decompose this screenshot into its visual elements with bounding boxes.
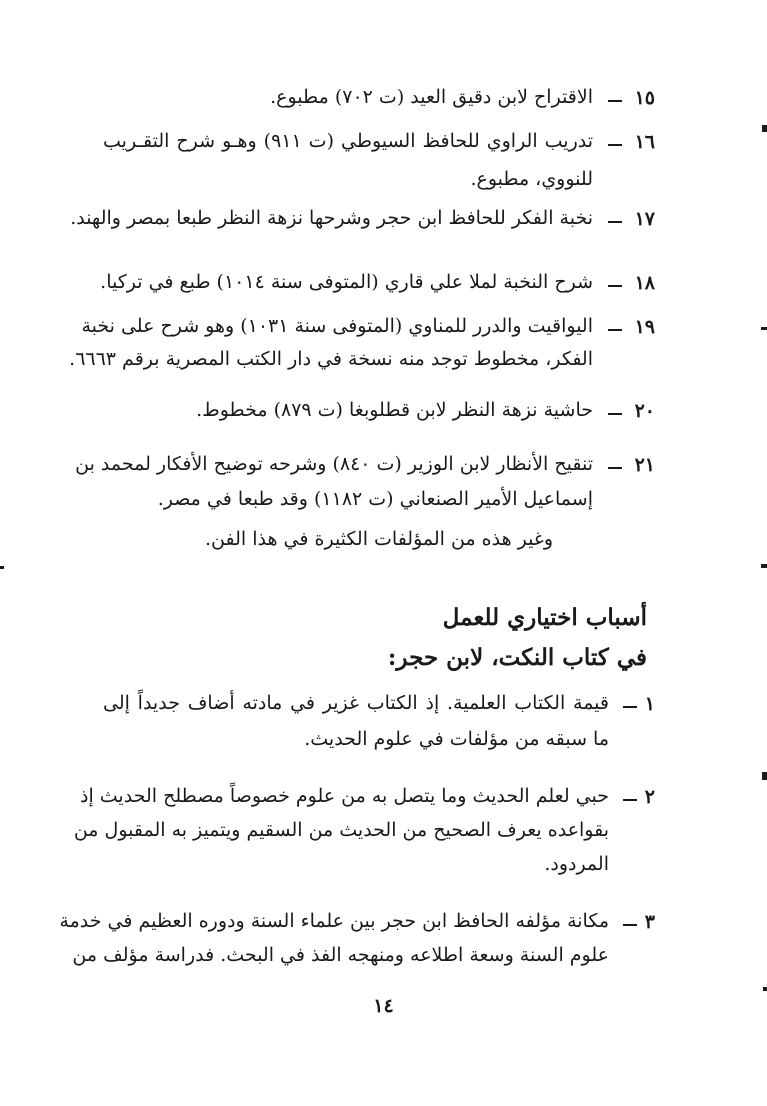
reason-line: بقواعده يعرف الصحيح من الحديث من السقيم ويتميز به المقبول من [73, 819, 609, 841]
reason-line: المردود. [544, 853, 609, 875]
reason-line: علوم السنة وسعة اطلاعه ومنهجه الفذ في البحث. فدراسة مؤلف من [72, 944, 609, 966]
reason-number: ٣ [644, 911, 655, 933]
reason-line: ما سبقه من مؤلفات في علوم الحديث. [304, 728, 609, 750]
item-line: حاشية نزهة النظر لابن قطلوبغا (ت ٨٧٩) مخطوط. [196, 399, 593, 421]
closing-sentence: وغير هذه من المؤلفات الكثيرة في هذا الفن. [205, 528, 553, 550]
reason-line: مكانة مؤلفه الحافظ ابن حجر بين علماء السنة ودوره العظيم في خدمة [59, 910, 609, 932]
item-line: الفكر، مخطوط توجد منه نسخة في دار الكتب المصرية برقم ٦٦٦٣. [69, 348, 593, 370]
item-line: الاقتراح لابن دقيق العيد (ت ٧٠٢) مطبوع. [270, 86, 593, 108]
item-dash [608, 329, 622, 331]
item-line: نخبة الفكر للحافظ ابن حجر وشرحها نزهة النظر طبعا بمصر والهند. [70, 207, 593, 229]
section-heading-line2: في كتاب النكت، لابن حجر: [387, 644, 647, 671]
reason-dash [623, 924, 637, 926]
scan-margin-mark [761, 564, 767, 568]
reason-dash [623, 706, 637, 708]
item-number: ١٦ [634, 131, 655, 153]
item-number: ١٥ [634, 87, 655, 109]
scan-margin-mark [0, 566, 4, 569]
scan-margin-mark [761, 327, 767, 330]
reason-number: ١ [644, 693, 655, 715]
item-line: تدريب الراوي للحافظ السيوطي (ت ٩١١) وهـو شرح التقـريب [103, 130, 594, 152]
item-number: ٢١ [634, 454, 655, 476]
scan-margin-mark [762, 772, 767, 780]
item-line: تنقيح الأنظار لابن الوزير (ت ٨٤٠) وشرحه توضيح الأفكار لمحمد بن [75, 453, 593, 475]
item-dash [608, 144, 622, 146]
scan-margin-mark [762, 125, 767, 132]
item-line: اليواقيت والدرر للمناوي (المتوفى سنة ١٠٣١) وهو شرح على نخبة [81, 315, 593, 337]
item-number: ١٩ [634, 316, 655, 338]
item-dash [608, 100, 622, 102]
page-number: ١٤ [373, 995, 394, 1017]
item-number: ١٧ [634, 208, 655, 230]
reason-dash [623, 799, 637, 801]
item-line: للنووي، مطبوع. [470, 168, 593, 190]
item-dash [608, 285, 622, 287]
reason-number: ٢ [644, 786, 655, 808]
item-line: إسماعيل الأمير الصنعاني (ت ١١٨٢) وقد طبعا في مصر. [157, 488, 593, 510]
reason-line: حبي لعلم الحديث وما يتصل به من علوم خصوصاً مصطلح الحديث إذ [80, 785, 609, 807]
item-number: ٢٠ [634, 400, 655, 422]
scan-margin-mark [763, 987, 767, 991]
item-dash [608, 221, 622, 223]
reason-line: قيمة الكتاب العلمية. إذ الكتاب غزير في مادته أضاف جديداً إلى [103, 692, 609, 714]
item-number: ١٨ [634, 272, 655, 294]
item-dash [608, 413, 622, 415]
item-line: شرح النخبة لملا علي قاري (المتوفى سنة ١٠١٤) طبع في تركيا. [100, 271, 593, 293]
section-heading-line1: أسباب اختياري للعمل [442, 604, 647, 631]
item-dash [608, 467, 622, 469]
